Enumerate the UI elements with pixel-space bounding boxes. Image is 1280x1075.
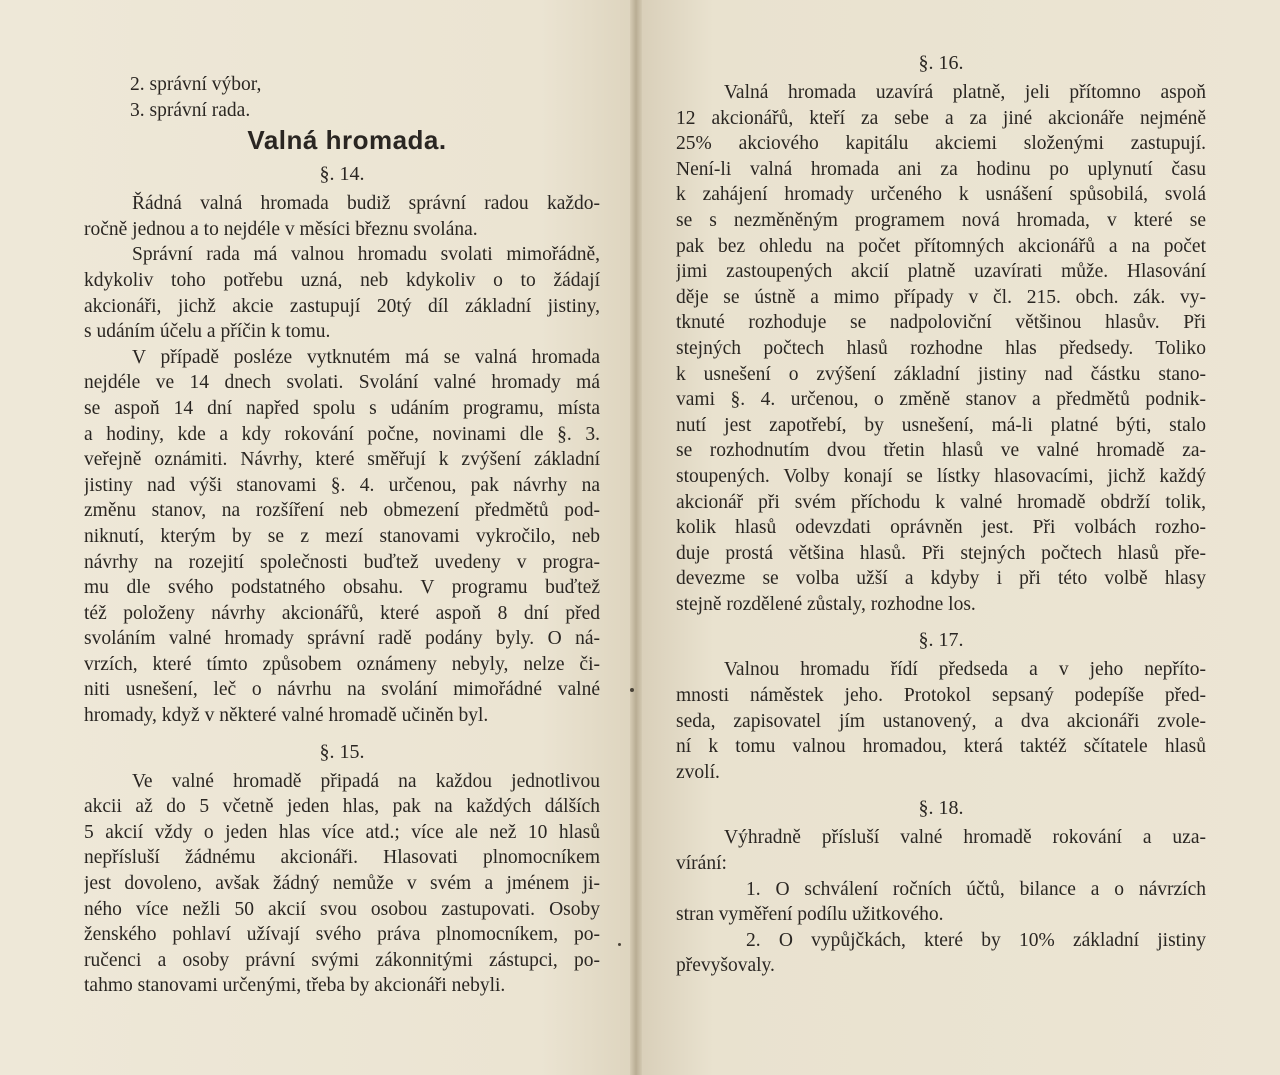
text-line: stejně rozdělené zůstaly, rozhodne los. xyxy=(676,593,976,615)
text-line: niti usnešení, leč o návrhu na svolání mimořádné valné xyxy=(84,679,600,701)
text-line: akcionář při svém příchodu k valné hromadě obdrží tolik, xyxy=(676,491,1206,513)
list-item: 3. správní rada. xyxy=(130,99,251,121)
text-line: V případě posléze vytknutém má se valná hromada xyxy=(132,346,600,368)
text-line: 5 akcií vždy o jeden hlas více atd.; více ale než 10 hlasů xyxy=(84,821,600,843)
text-line: se s nezměněným programem nová hromada, v které se xyxy=(676,209,1206,231)
text-line: k usnešení o zvýšení základní jistiny nad částku stano- xyxy=(676,363,1206,385)
list-item: 2. správní výbor, xyxy=(130,74,262,95)
text-line: ručenci a osoby právní svými zákonnitými zástupci, po- xyxy=(84,949,600,971)
list-item-line: převyšovaly. xyxy=(676,955,775,977)
text-line: vami §. 4. určenou, o změně stanov a předmětů podnik- xyxy=(676,389,1206,411)
text-line: Valná hromada uzavírá platně, jeli přítomno aspoň xyxy=(724,82,1206,103)
text-line: 25% akciového kapitálu akciemi složenými zastupují. xyxy=(676,133,1206,155)
text-line: ženského pohlaví užívají svého práva plnomocníkem, po- xyxy=(84,924,600,946)
text-line: se aspoň 14 dní napřed spolu s udáním programu, místa xyxy=(84,397,600,419)
text-line: niknutí, kterým by se z mezí stanovami vykročilo, neb xyxy=(84,525,600,547)
section-heading: Valná hromada. xyxy=(247,125,447,156)
section-title: §. 14. xyxy=(319,163,365,186)
section-title: §. 17. xyxy=(918,629,964,652)
text-line: jistiny nad výši stanovami §. 4. určenou, pak návrhy na xyxy=(84,474,600,496)
text-line: hromady, když v některé valné hromadě učiněn byl. xyxy=(84,705,489,727)
text-line: 12 akcionářů, kteří za sebe a za jiné akcionáře nejméně xyxy=(676,107,1206,129)
text-line: tahmo stanovami určenými, třeba by akcionáři nebyli. xyxy=(84,975,506,997)
text-line: a hodiny, kde a kdy rokování počne, novinami dle §. 3. xyxy=(84,423,600,445)
book-gutter xyxy=(630,0,642,1075)
text-line: pak bez ohledu na počet přítomných akcionářů a na počet xyxy=(676,235,1206,257)
text-line: akcii až do 5 včetně jeden hlas, pak na každých dálších xyxy=(84,796,600,818)
section-title: §. 16. xyxy=(918,52,964,74)
text-line: ročně jednou a to nejdéle v měsíci březnu svolána. xyxy=(84,218,478,240)
text-line: zvolí. xyxy=(676,761,720,783)
text-line: nutí jest zapotřebí, by usnešení, má-li platné býti, stalo xyxy=(676,414,1206,436)
text-line: jest dovoleno, avšak žádný nemůže v svém a jménem ji- xyxy=(84,873,600,895)
text-line: svoláním valné hromady správní radě podány byly. O ná- xyxy=(84,628,600,650)
text-line: děje se ústně a mimo případy v čl. 215. obch. zák. vy- xyxy=(676,286,1206,308)
text-line: Výhradně přísluší valné hromadě rokování a uza- xyxy=(724,827,1206,849)
text-line: kdykoliv toho potřebu uzná, neb kdykoliv o to žádají xyxy=(84,269,600,291)
text-line: jimi zastoupených akcií platně uzavírati může. Hlasování xyxy=(676,261,1206,283)
text-line: též položeny návrhy akcionářů, které aspoň 8 dní před xyxy=(84,602,600,624)
left-column xyxy=(84,72,600,999)
text-line: ného více nežli 50 akcií svou osobou zastupovati. Osoby xyxy=(84,898,600,920)
text-line: devezme se volba užší a kdyby i při této volbě hlasy xyxy=(676,568,1206,590)
text-line: mnosti náměstek jeho. Protokol sepsaný podepíše před- xyxy=(676,685,1206,707)
text-line: Valnou hromadu řídí předseda a v jeho nepříto- xyxy=(724,659,1206,681)
right-column xyxy=(676,46,1206,979)
text-line: akcionáři, jichž akcie zastupují 20tý díl základní jistiny, xyxy=(84,295,600,317)
text-line: nepřísluší žádnému akcionáři. Hlasovati plnomocníkem xyxy=(84,847,600,869)
text-line: vrzích, které tímto způsobem oznámeny nebyly, nelze či- xyxy=(84,653,600,675)
text-line: Správní rada má valnou hromadu svolati mimořádně, xyxy=(132,244,600,266)
text-line: nejdéle ve 14 dnech svolati. Svolání valné hromady má xyxy=(84,372,600,394)
text-line: tknuté rozhoduje se nadpoloviční většinou hlasův. Při xyxy=(676,312,1206,334)
text-line: kolik hlasů odevzdati oprávněn jest. Při volbách rozho- xyxy=(676,517,1206,539)
text-line: Řádná valná hromada budiž správní radou každo- xyxy=(132,193,600,215)
text-line: k zahájení hromady určeného k usnášení spůsobilá, svolá xyxy=(676,184,1206,206)
section-title: §. 18. xyxy=(918,797,964,820)
text-line: návrhy na rozejití společnosti buďtež uvedeny v progra- xyxy=(84,551,600,573)
text-line: veřejně oznámiti. Návrhy, které směřují k zvýšení základní xyxy=(84,449,600,471)
paper-speck xyxy=(630,688,634,692)
list-item-line: stran vyměření podílu užitkového. xyxy=(676,904,944,926)
text-line: duje prostá většina hlasů. Při stejných počtech hlasů pře- xyxy=(676,542,1206,564)
list-item-line: 1. O schválení ročních účtů, bilance a o návrzích xyxy=(746,878,1206,900)
list-item-line: 2. O vypůjčkách, které by 10% základní jistiny xyxy=(746,929,1206,951)
text-line: Není-li valná hromada ani za hodinu po uplynutí času xyxy=(676,158,1206,180)
text-line: vírání: xyxy=(676,853,727,875)
text-line: změnu stanov, na rozšíření neb obmezení předmětů pod- xyxy=(84,500,600,522)
text-line: ní k tomu valnou hromadou, která taktéž sčítatele hlasů xyxy=(676,736,1206,758)
paper-speck xyxy=(618,943,621,946)
text-line: Ve valné hromadě připadá na každou jednotlivou xyxy=(132,770,600,792)
text-line: stejných počtech hlasů rozhodne hlas předsedy. Toliko xyxy=(676,337,1206,359)
section-title: §. 15. xyxy=(319,740,365,763)
text-line: mu dle svého podstatného obsahu. V programu buďtež xyxy=(84,577,600,599)
text-line: stoupených. Volby konají se lístky hlasovacími, jichž každý xyxy=(676,465,1206,487)
text-line: s udáním účelu a příčin k tomu. xyxy=(84,321,331,343)
text-line: se rozhodnutím dvou třetin hlasů ve valné hromadě za- xyxy=(676,440,1206,462)
text-line: seda, zapisovatel jím ustanovený, a dva akcionáři zvole- xyxy=(676,710,1206,732)
